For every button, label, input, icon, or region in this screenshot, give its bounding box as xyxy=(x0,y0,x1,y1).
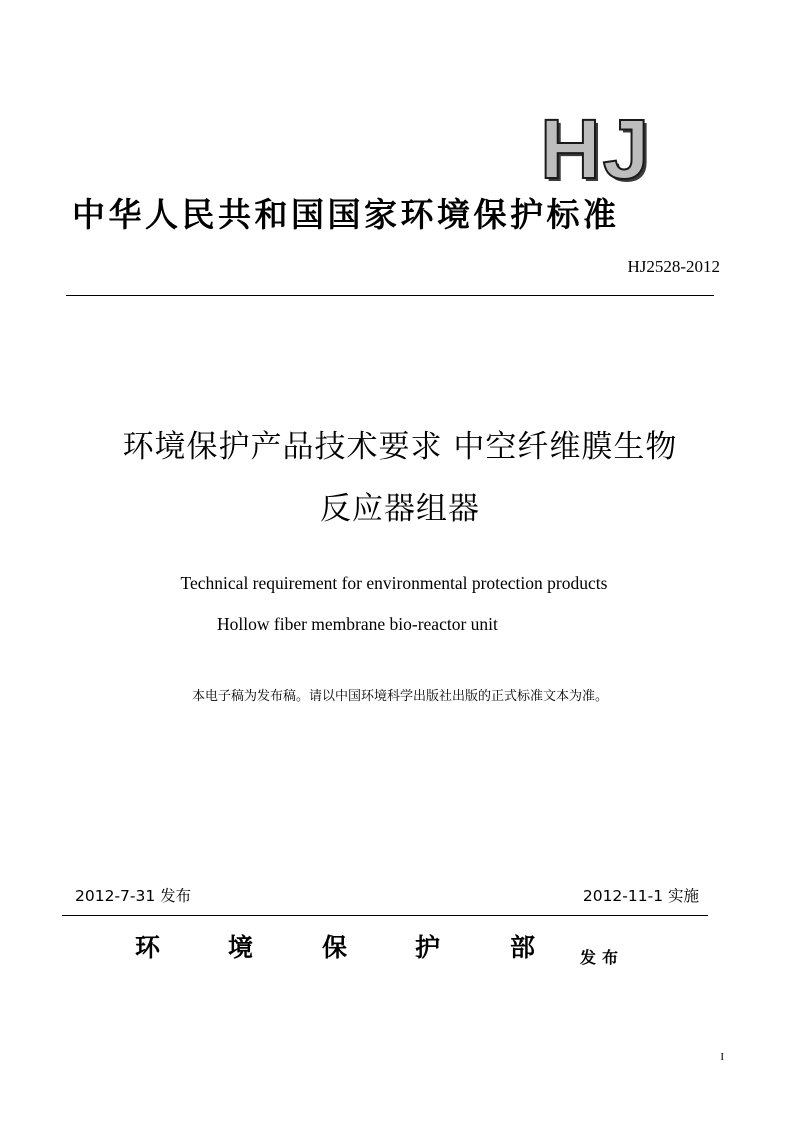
issuer-char-3: 保 xyxy=(322,933,348,962)
issuer-char-1: 环 xyxy=(135,933,161,962)
release-note: 本电子稿为发布稿。请以中国环境科学出版社出版的正式标准文本为准。 xyxy=(191,689,608,704)
issuer-char-4: 护 xyxy=(415,933,441,962)
issue-date: 2012-7-31 发布 xyxy=(75,887,192,905)
issuer-char-2: 境 xyxy=(228,933,254,962)
effective-date: 2012-11-1 实施 xyxy=(582,887,699,905)
bottom-divider xyxy=(62,915,708,916)
hj-logo: HJ xyxy=(540,102,652,196)
standard-category-title: 中华人民共和国国家环境保护标准 xyxy=(72,195,620,234)
document-title xyxy=(60,420,740,536)
publish-label: 发布 xyxy=(580,948,625,967)
standard-code: HJ2528-2012 xyxy=(627,257,720,276)
document-title-line-2: 反应器组器 xyxy=(320,491,480,527)
document-title-line-1: 环境保护产品技术要求 中空纤维膜生物 xyxy=(122,429,678,465)
english-title-line-2: Hollow fiber membrane bio-reactor unit xyxy=(217,614,498,634)
page-number: I xyxy=(720,1051,724,1063)
english-title-line-1: Technical requirement for environmental protection products xyxy=(180,573,608,593)
top-divider xyxy=(66,295,714,296)
issuer-char-5: 部 xyxy=(510,933,536,962)
